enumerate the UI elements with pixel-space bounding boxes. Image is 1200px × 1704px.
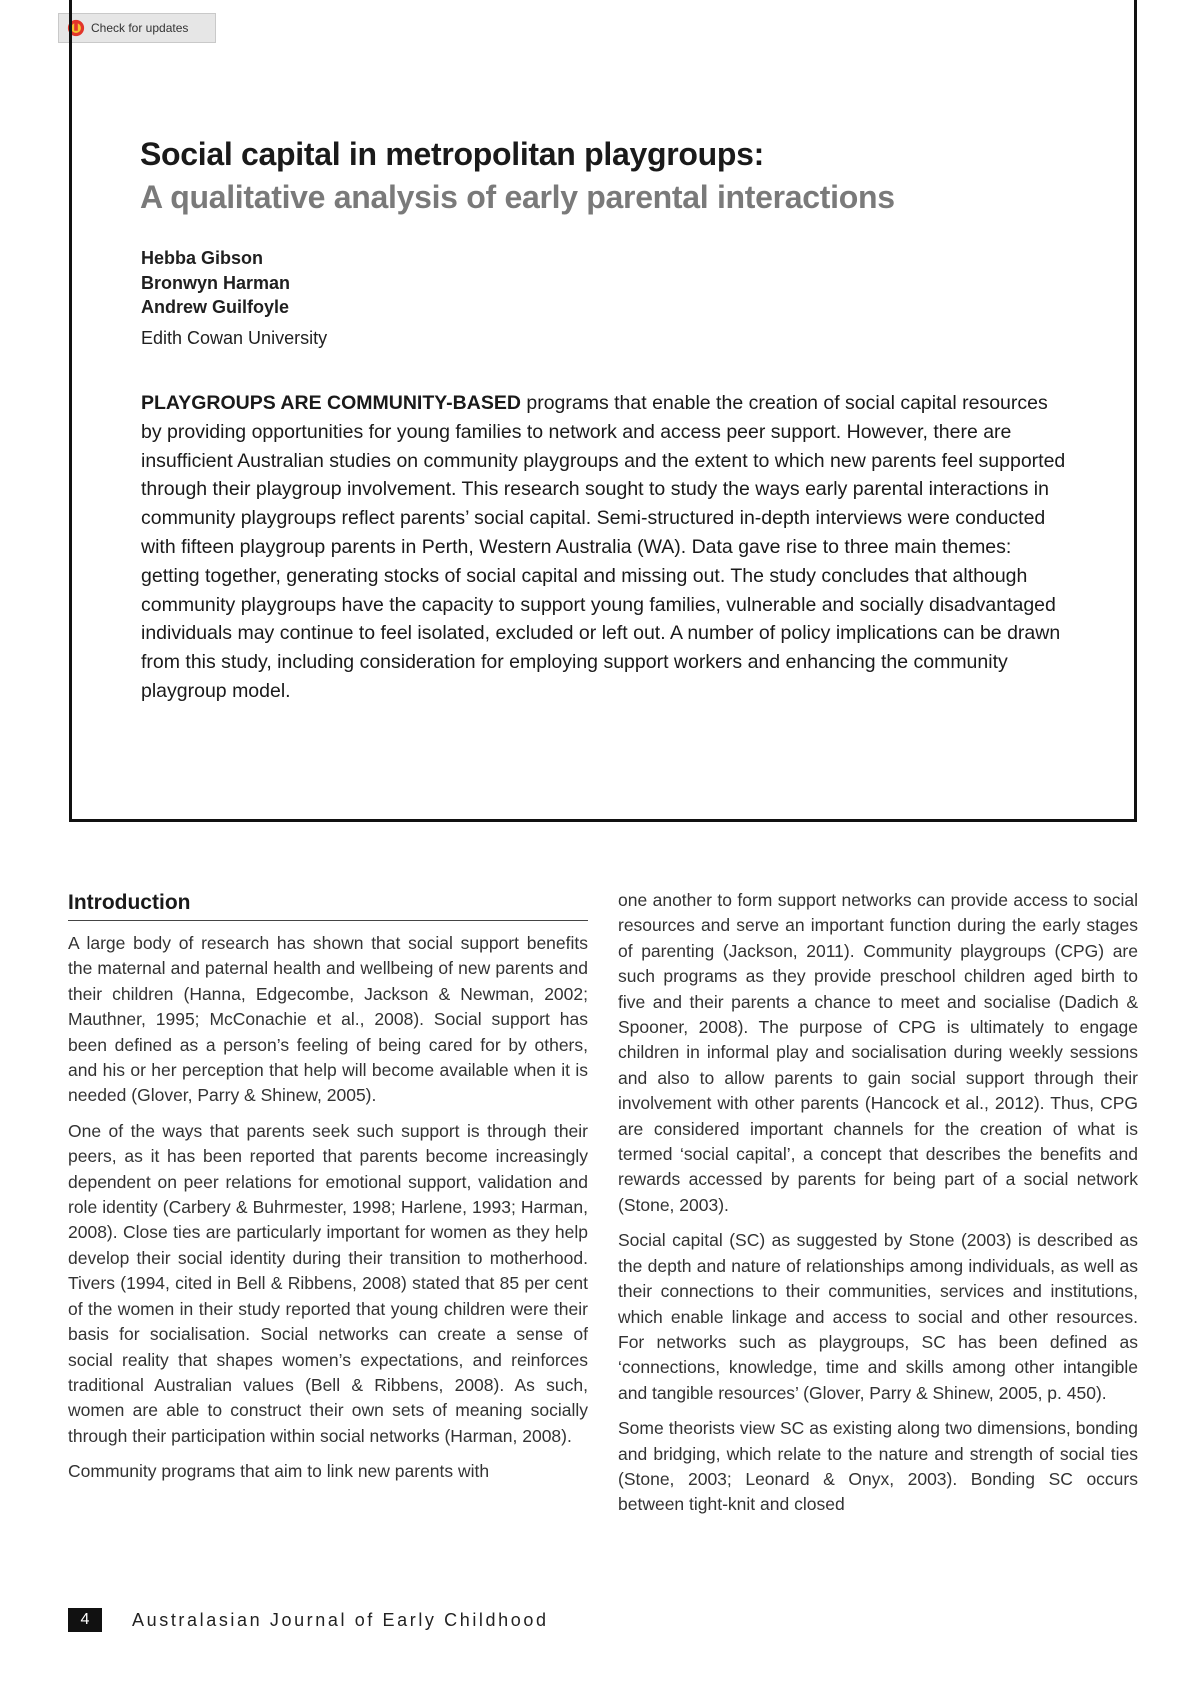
author-affiliation: Edith Cowan University	[141, 328, 328, 348]
author-name: Andrew Guilfoyle	[141, 297, 290, 317]
author-name: Hebba Gibson	[141, 248, 264, 268]
article-title: Social capital in metropolitan playgroups:	[140, 136, 764, 172]
page-number: 4	[68, 1608, 102, 1632]
body-paragraph: A large body of research has shown that social support benefits the maternal and paternal health and wellbeing of new parents and their children (Hanna, Edgecombe, Jackson & Newman, 2002; Mauthner, 1995; McConachie et al., 2008). Social support has been defined as a person’s feeling of being cared for by others, and his or her perception that help will become available when it is needed (Glover, Parry & Shinew, 2005).	[68, 933, 588, 1106]
body-column-right	[618, 888, 1138, 1528]
body-paragraph: Some theorists view SC as existing along two dimensions, bonding and bridging, which relate to the nature and strength of social ties (Stone, 2003; Leonard & Onyx, 2003). Bonding SC occurs between tight-knit and closed	[618, 1418, 1138, 1515]
article-subtitle: A qualitative analysis of early parental interactions	[140, 179, 895, 215]
page-footer	[68, 1608, 549, 1632]
journal-name: Australasian Journal of Early Childhood	[132, 1609, 549, 1630]
body-paragraph: Community programs that aim to link new parents with	[68, 1461, 490, 1482]
body-paragraph: one another to form support networks can provide access to social resources and serve an important function during the early stages of parenting (Jackson, 2011). Community playgroups (CPG) are such programs as they provide preschool children aged birth to five and their parents a chance to meet and socialise (Dadich & Spooner, 2008). The purpose of CPG is ultimately to engage children in informal play and socialisation during weekly sessions and also to allow parents to gain social support through their involvement with other parents (Hancock et al., 2012). Thus, CPG are considered important channels for the creation of what is termed ‘social capital’, a concept that describes the benefits and rewards accessed by parents for being part of a social network (Stone, 2003).	[618, 890, 1138, 1215]
abstract-lead: PLAYGROUPS ARE COMMUNITY-BASED	[141, 392, 521, 414]
abstract	[141, 389, 1066, 706]
author-list	[141, 246, 290, 320]
section-heading: Introduction	[68, 888, 588, 921]
body-paragraph: Social capital (SC) as suggested by Stone (2003) is described as the depth and nature of relationships among individuals, as well as their connections to their communities, services and institutions, which enable linkage and access to social and other resources. For networks such as playgroups, SC has been defined as ‘connections, knowledge, time and skills among other intangible and tangible resources’ (Glover, Parry & Shinew, 2005, p. 450).	[618, 1230, 1138, 1403]
body-paragraph: One of the ways that parents seek such support is through their peers, as it has been reported that parents become increasingly dependent on peer relations for emotional support, validation and role identity (Carbery & Buhrmester, 1998; Harlene, 1993; Harman, 2008). Close ties are particularly important for women as they help develop their social identity during their transition to motherhood. Tivers (1994, cited in Bell & Ribbens, 2008) stated that 85 per cent of the women in their study reported that young children were their basis for socialisation. Social networks can create a sense of social reality that shapes women’s expectations, and reinforces traditional Australian values (Bell & Ribbens, 2008). As such, women are able to construct their own sets of meaning socially through their participation within social networks (Harman, 2008).	[68, 1120, 588, 1446]
body-column-left	[68, 888, 588, 1495]
check-for-updates-label: Check for updates	[91, 21, 189, 35]
abstract-body: programs that enable the creation of social capital resources by providing opportunities for young families to network and access peer support. However, there are insufficient Australian studies on community playgroups and the extent to which new parents feel supported through their playgroup involvement. This research sought to study the ways early parental interactions in community playgroups reflect parents’ social capital. Semi-structured in-depth interviews were conducted with fifteen playgroup parents in Perth, Western Australia (WA). Data gave rise to three main themes: getting together, generating stocks of social capital and missing out. The study concludes that although community playgroups have the capacity to support young families, vulnerable and socially disadvantaged individuals may continue to feel isolated, excluded or left out. A number of policy implications can be drawn from this study, including consideration for employing support workers and enhancing the community playgroup model.	[141, 392, 1066, 702]
author-name: Bronwyn Harman	[141, 272, 291, 293]
